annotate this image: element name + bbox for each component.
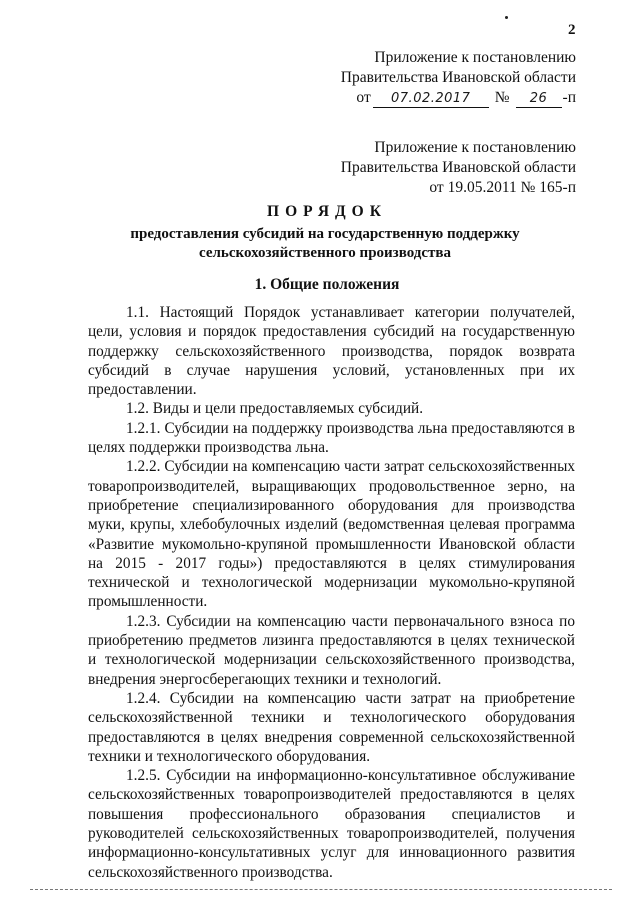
document-subtitle <box>0 225 640 263</box>
document-title: ПОРЯДОК <box>267 203 387 220</box>
from-label: от <box>356 89 371 106</box>
appendix-original-line1: Приложение к постановлению <box>374 139 576 156</box>
handwritten-number: 26 <box>516 91 562 108</box>
number-label: № <box>494 89 510 106</box>
paragraph-1-2-3: 1.2.3. Субсидии на компенсацию части первоначального взноса по приобретению предметов лизинга предоставляются в целях технической и технологической модернизации сельскохозяйственного производства, внедрения энергосберегающих техники и технологий. <box>88 612 575 688</box>
paragraph-1-2-1: 1.2.1. Субсидии на поддержку производства льна предоставляются в целях поддержки производства льна. <box>88 419 575 457</box>
scan-dot-mark <box>505 16 508 19</box>
paragraph-1-2: 1.2. Виды и цели предоставляемых субсидий. <box>126 400 424 418</box>
number-suffix: -п <box>562 89 576 106</box>
section-heading: 1. Общие положения <box>254 276 400 293</box>
page-number: 2 <box>568 22 576 38</box>
paragraph-1-2-2: 1.2.2. Субсидии на компенсацию части затрат сельскохозяйственных товаропроизводителей, выращивающих продовольственное зерно, на приобретение специализированного оборудования для производства муки, крупы, хлебобулочных изделий (ведомственная целевая программа «Развитие мукомольно-крупяной промышленности Ивановской области на 2015 - 2017 годы») предоставляются в целях стимулирования технической и технологической модернизации мукомольно-крупяной промышленности. <box>88 458 575 611</box>
paragraph-1-2-5: 1.2.5. Субсидии на информационно-консультативное обслуживание сельскохозяйственных товаропроизводителей предоставляются в целях повышения профессионального образования специалистов и руководителей сельскохозяйственных товаропроизводителей, получения информационно-консультативных услуг для инновационного развития сельскохозяйственного производства. <box>88 767 575 881</box>
paragraph-1-2-4: 1.2.4. Субсидии на компенсацию части затрат на приобретение сельскохозяйственной техники и технологического оборудования предоставляются в целях внедрения современной сельскохозяйственной техники и технологического оборудования. <box>88 689 575 765</box>
appendix-current-line2: Правительства Ивановской области <box>340 69 576 86</box>
footer-divider <box>30 889 612 890</box>
appendix-current-date-row <box>330 88 576 108</box>
appendix-current-line1: Приложение к постановлению <box>374 49 576 66</box>
paragraph-1-1: 1.1. Настоящий Порядок устанавливает категории получателей, цели, условия и порядок предоставления субсидий на государственную поддержку сельскохозяйственного производства, порядок возврата субсидий в случае нарушения условий, установленных при их предоставлении. <box>88 304 575 399</box>
appendix-original-block <box>330 138 576 198</box>
body-text <box>88 303 575 882</box>
appendix-original-line3: от 19.05.2011 № 165-п <box>429 179 576 196</box>
subtitle-line2: сельскохозяйственного производства <box>199 245 451 261</box>
appendix-current-block <box>330 48 576 108</box>
appendix-original-line2: Правительства Ивановской области <box>340 159 576 176</box>
handwritten-date: 07.02.2017 <box>373 91 489 108</box>
subtitle-line1: предоставления субсидий на государственную поддержку <box>130 226 520 242</box>
